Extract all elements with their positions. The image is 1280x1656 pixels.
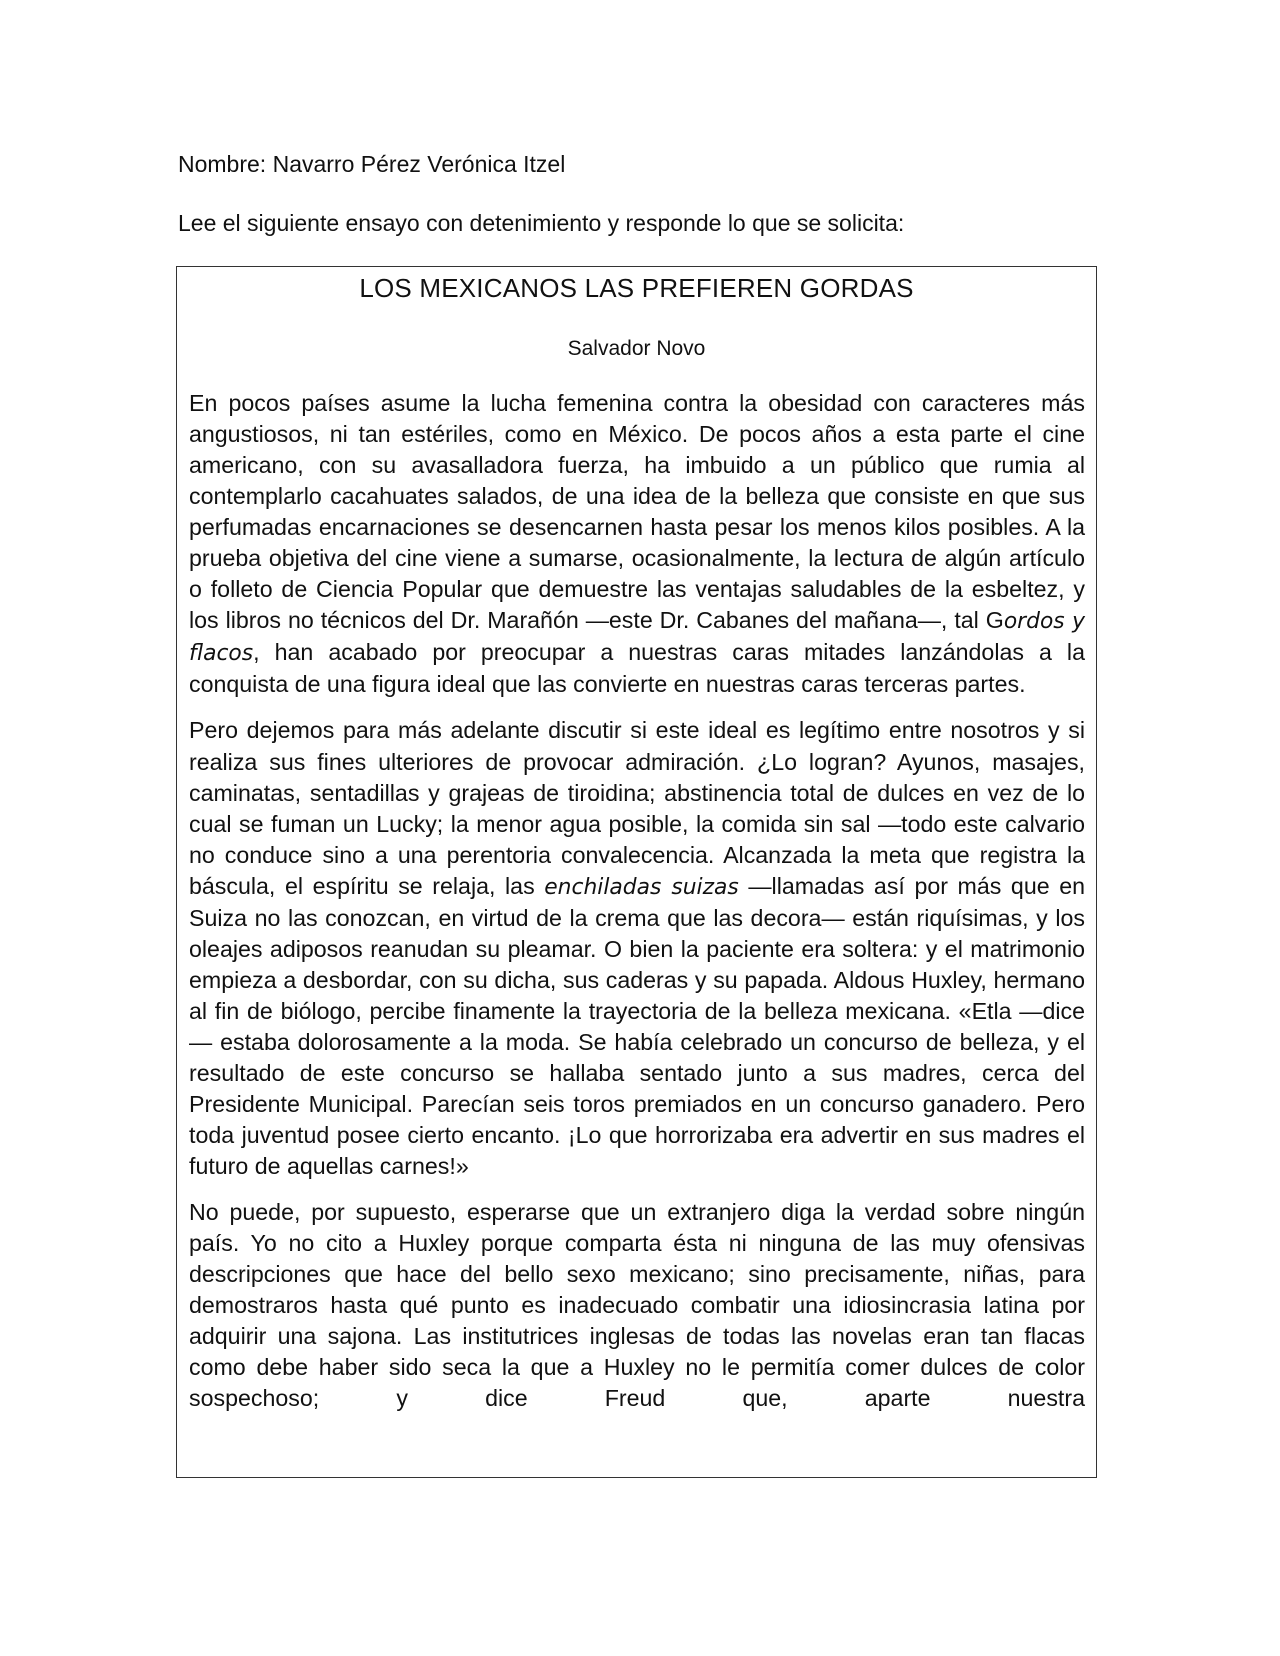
dish-name-italic: enchiladas suizas [544, 874, 739, 900]
paragraph-2-text-a: Pero dejemos para más adelante discutir si este ideal es legítimo entre nosotros y si realiza sus fines ulteriores de provocar admiración. ¿Lo logran? Ayunos, masajes, caminatas, sentadillas y grajeas de tiroidina; abstinencia total de dulces en vez de lo cual se fuman un Lucky; la menor agua posible, la comida sin sal —todo este calvario no conduce sino a una perentoria convalecencia. Alcanzada la meta que registra la báscula, el espíritu se relaja, las [189, 717, 1085, 899]
essay-paragraph-3: No puede, por supuesto, esperarse que un extranjero diga la verdad sobre ningún país. Yo no cito a Huxley porque comparta ésta ni ninguna de las muy ofensivas descripciones que hace del bello sexo mexicano; sino precisamente, niñas, para demostraros hasta qué punto es inadecuado combatir una idiosincrasia latina por adquirir una sajona. Las institutrices inglesas de todas las novelas eran tan flacas como debe haber sido seca la que a Huxley no le permitía comer dulces de color sospechoso; y dice Freud que, aparte nuestra [189, 1199, 1085, 1412]
student-name-line: Nombre: Navarro Pérez Verónica Itzel [178, 151, 566, 177]
paragraph-2-text-b: —llamadas así por más que en Suiza no las conozcan, en virtud de la crema que las decora— están riquísimas, y los oleajes adiposos reanudan su pleamar. O bien la paciente era soltera: y el matrimonio empieza a desbordar, con su dicha, sus caderas y su papada. Aldous Huxley, hermano al fin de biólogo, percibe finamente la trayectoria de la belleza mexicana. «Etla —dice— estaba dolorosamente a la moda. Se había celebrado un concurso de belleza, y el resultado de este concurso se hallaba sentado junto a sus madres, cerca del Presidente Municipal. Parecían seis toros premiados en un concurso ganadero. Pero toda juventud posee cierto encanto. ¡Lo que horrorizaba era advertir en sus madres el futuro de aquellas carnes!» [189, 872, 1085, 1180]
paragraph-1-text-b: , han acabado por preocupar a nuestras caras mitades lanzándolas a la conquista de una figura ideal que las convierte en nuestras caras terceras partes. [189, 639, 1085, 698]
essay-paragraph-1 [189, 388, 1085, 700]
essay-paragraph-2 [189, 715, 1085, 1182]
instruction-line: Lee el siguiente ensayo con detenimiento y responde lo que se solicita: [178, 210, 905, 236]
essay-box [176, 266, 1097, 1478]
essay-title: LOS MEXICANOS LAS PREFIEREN GORDAS [359, 273, 914, 303]
paragraph-1-text-a: En pocos países asume la lucha femenina contra la obesidad con caracteres más angustiosos, ni tan estériles, como en México. De pocos años a esta parte el cine americano, con su avasalladora fuerza, ha imbuido a un público que rumia al contemplarlo cacahuates salados, de una idea de la belleza que consiste en que sus perfumadas encarnaciones se desencarnen hasta pesar los menos kilos posibles. A la prueba objetiva del cine viene a sumarse, ocasionalmente, la lectura de algún artículo o folleto de Ciencia Popular que demuestre las ventajas saludables de la esbeltez, y los libros no técnicos del Dr. Marañón —este Dr. Cabanes del mañana—, tal G [189, 390, 1085, 634]
essay-author: Salvador Novo [567, 337, 706, 360]
essay-body [189, 388, 1085, 1430]
book-title-italic: ordos y flacos [189, 609, 1085, 667]
